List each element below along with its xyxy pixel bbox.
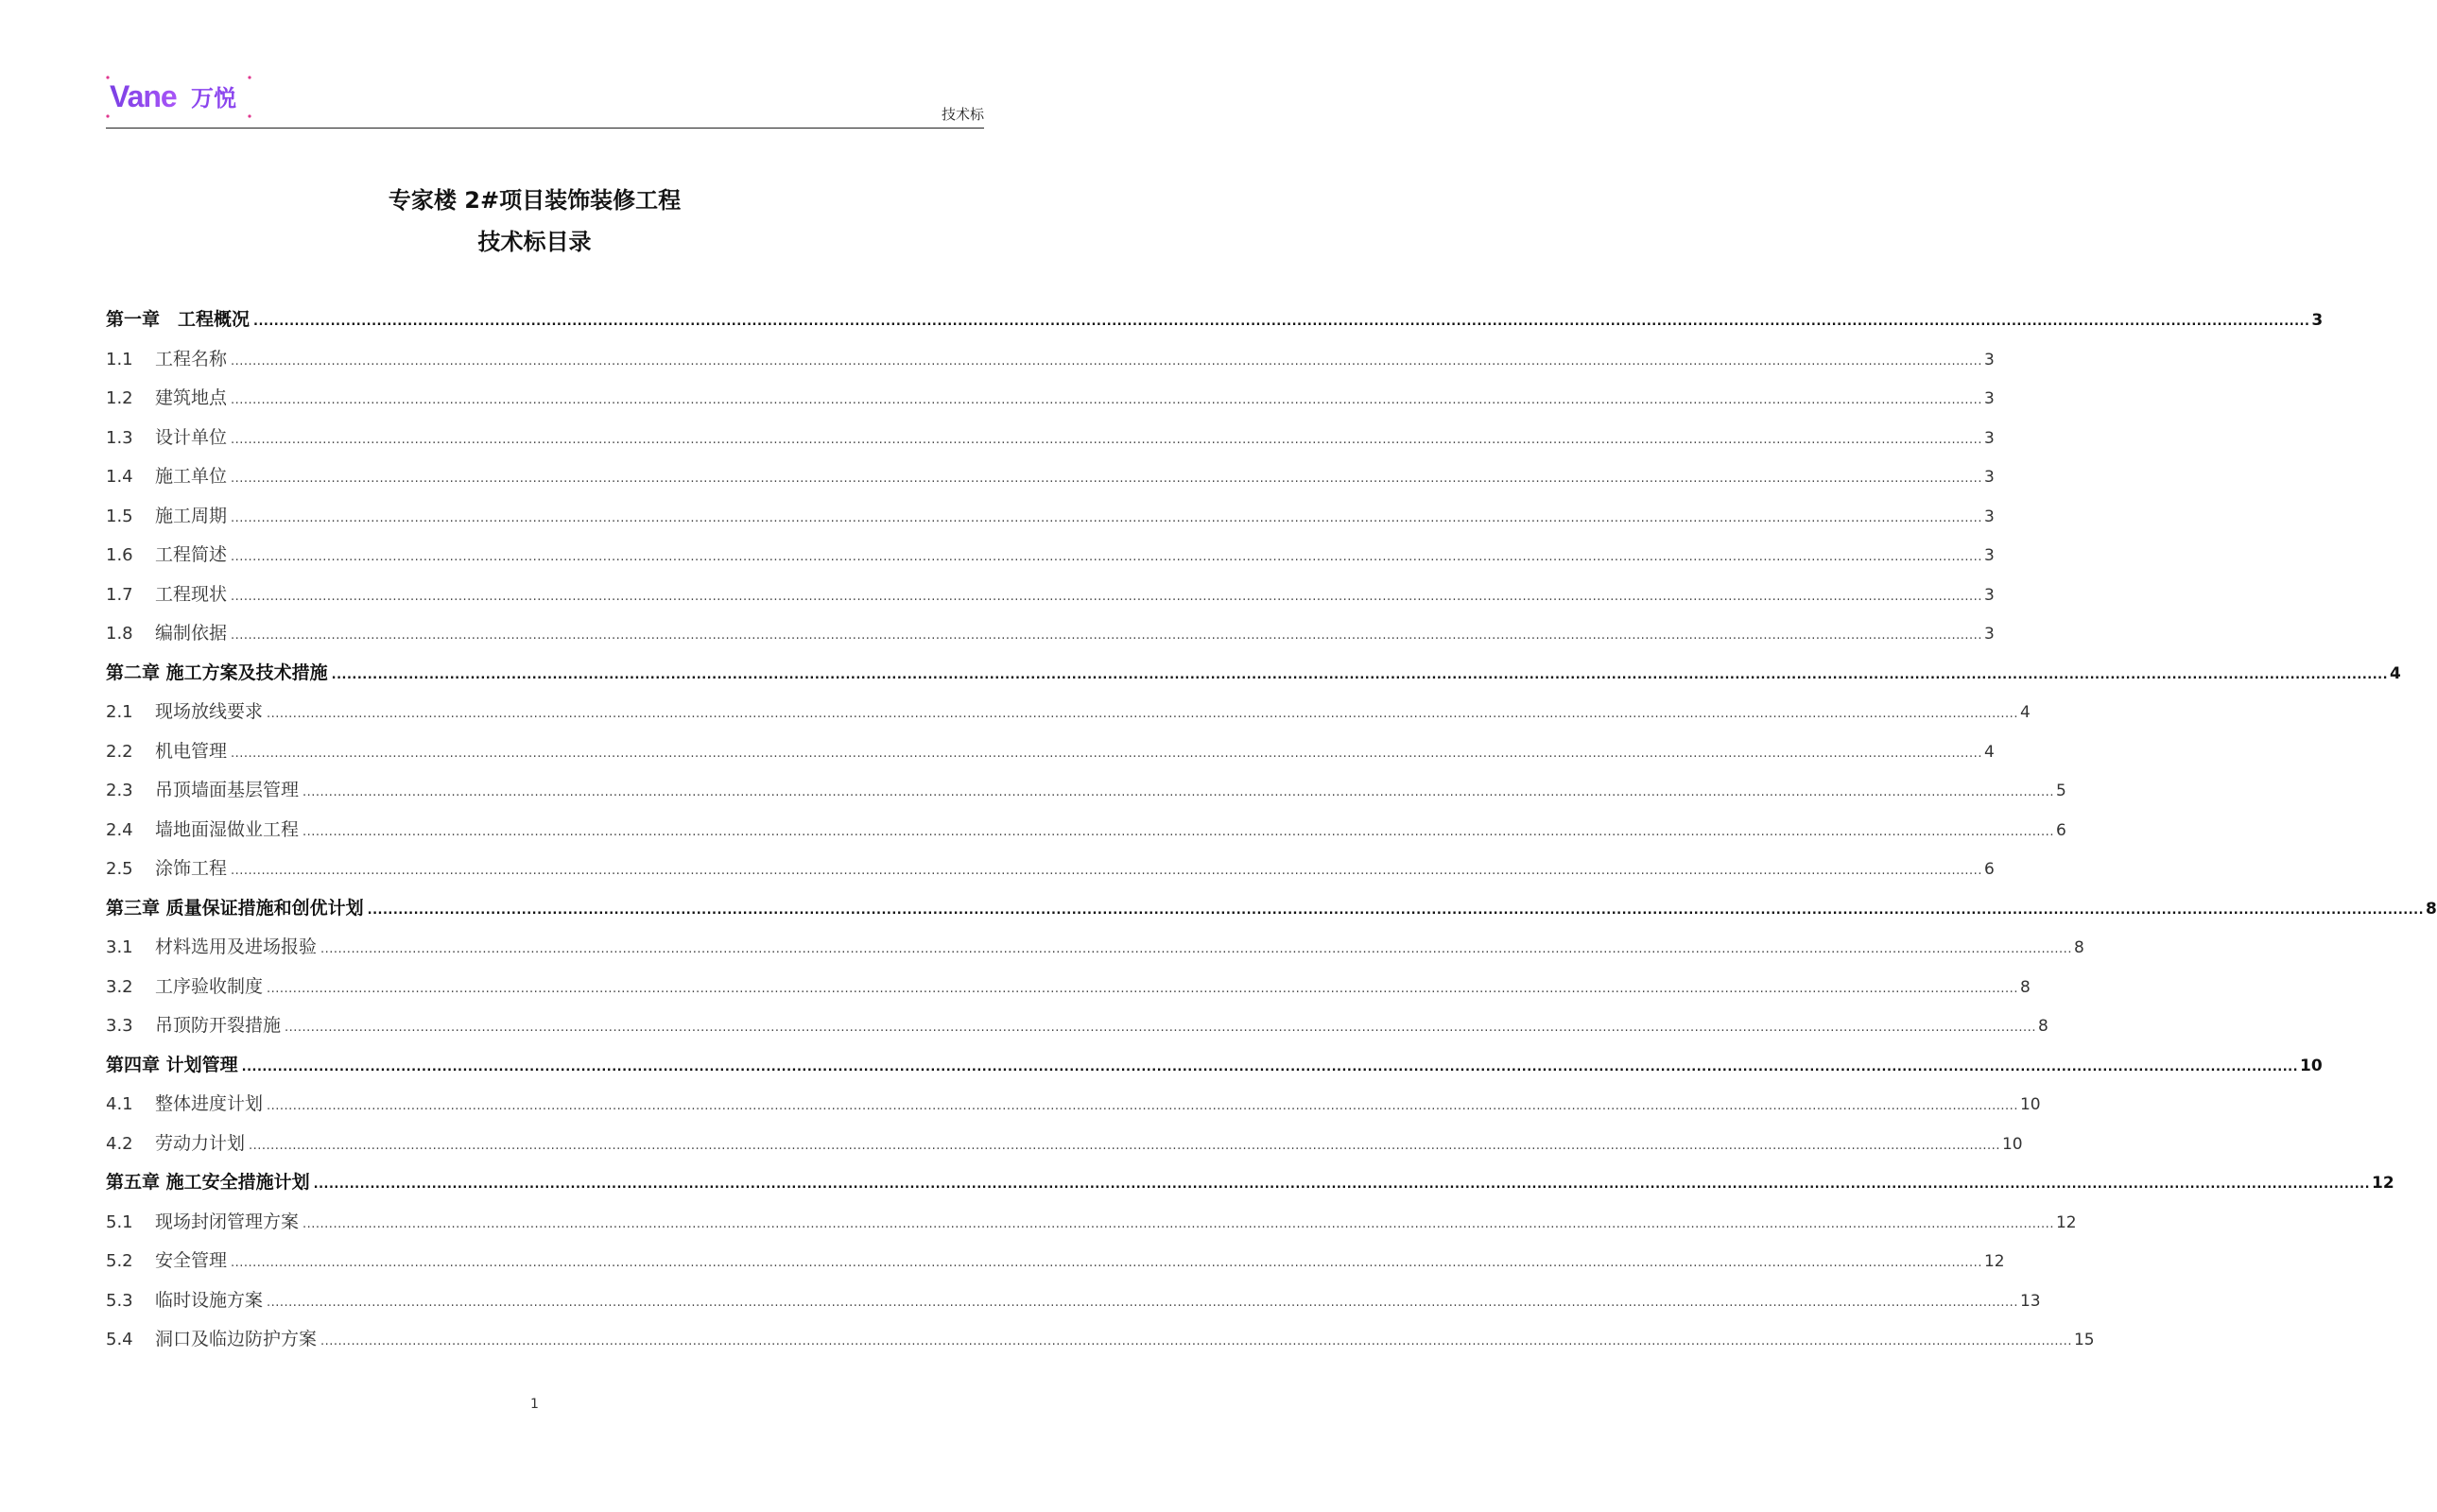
toc-dot-leader: ................................................................................................................................................................................................................................................................................................................................................................................................................ [320, 942, 2072, 956]
toc-dot-leader: ................................................................................................................................................................................................................................................................................................................................................................................................................ [267, 981, 2018, 996]
toc-dot-leader: ................................................................................................................................................................................................................................................................................................................................................................................................................ [231, 746, 1982, 761]
toc-entry-page: 3 [1983, 428, 1995, 448]
table-of-contents [106, 301, 2437, 1360]
toc-dot-leader: ................................................................................................................................................................................................................................................................................................................................................................................................................ [302, 824, 2054, 839]
toc-section-entry[interactable] [106, 928, 2084, 968]
toc-entry-label: 施工单位 [155, 466, 228, 487]
toc-dot-leader: ................................................................................................................................................................................................................................................................................................................................................................................................................ [253, 315, 2310, 329]
toc-entry-label: 工程简述 [155, 544, 228, 565]
toc-section-entry[interactable] [106, 811, 2066, 850]
toc-entry-label: 第四章 计划管理 [106, 1054, 238, 1075]
toc-entry-number: 2.5 [106, 859, 133, 879]
toc-entry-label: 现场放线要求 [155, 701, 264, 722]
toc-section-entry[interactable] [106, 340, 1995, 380]
toc-dot-leader: ................................................................................................................................................................................................................................................................................................................................................................................................................ [302, 785, 2054, 799]
toc-dot-leader: ................................................................................................................................................................................................................................................................................................................................................................................................................ [231, 864, 1982, 878]
toc-dot-leader: ................................................................................................................................................................................................................................................................................................................................................................................................................ [231, 353, 1982, 369]
toc-entry-label: 设计单位 [155, 426, 228, 448]
toc-entry-label: 临时设施方案 [155, 1289, 264, 1311]
toc-entry-number: 5.1 [106, 1211, 133, 1232]
toc-dot-leader: ................................................................................................................................................................................................................................................................................................................................................................................................................ [367, 902, 2425, 918]
toc-entry-label: 整体进度计划 [155, 1093, 264, 1114]
toc-section-entry[interactable] [106, 968, 2031, 1007]
toc-entry-label: 工序验收制度 [155, 975, 264, 997]
toc-entry-label: 安全管理 [155, 1250, 228, 1271]
toc-section-entry[interactable] [106, 1281, 2041, 1321]
toc-dot-leader: ................................................................................................................................................................................................................................................................................................................................................................................................................ [231, 432, 1982, 447]
toc-entry-page: 4 [1983, 742, 1995, 762]
toc-section-entry[interactable] [106, 419, 1995, 458]
toc-chapter-entry[interactable] [106, 889, 2437, 929]
toc-dot-leader: ................................................................................................................................................................................................................................................................................................................................................................................................................ [313, 1177, 2371, 1192]
document-title: 专家楼 2#项目装饰装修工程 [388, 187, 682, 214]
toc-entry-page: 5 [2055, 782, 2066, 800]
toc-entry-number: 4.1 [106, 1094, 133, 1114]
toc-entry-number: 2.3 [106, 781, 133, 800]
toc-entry-page: 8 [2426, 899, 2437, 919]
toc-section-entry[interactable] [106, 1085, 2041, 1125]
toc-section-entry[interactable] [106, 850, 1995, 889]
toc-chapter-entry[interactable] [106, 654, 2401, 694]
toc-section-entry[interactable] [106, 536, 1995, 576]
toc-entry-page: 8 [2037, 1017, 2048, 1036]
toc-dot-leader: ................................................................................................................................................................................................................................................................................................................................................................................................................ [267, 1295, 2018, 1310]
toc-entry-number: 1.6 [106, 545, 133, 565]
toc-dot-leader: ................................................................................................................................................................................................................................................................................................................................................................................................................ [249, 1138, 2000, 1153]
toc-entry-label: 吊顶墙面基层管理 [155, 780, 300, 800]
toc-section-entry[interactable] [106, 1242, 2005, 1281]
toc-dot-leader: ................................................................................................................................................................................................................................................................................................................................................................................................................ [231, 1256, 1982, 1270]
page-number: 1 [530, 1397, 539, 1412]
toc-entry-number: 1.5 [106, 506, 133, 526]
toc-entry-number: 2.2 [106, 741, 133, 762]
toc-entry-number: 5.2 [106, 1251, 133, 1271]
toc-entry-page: 4 [2390, 663, 2401, 683]
toc-chapter-entry[interactable] [106, 301, 2324, 340]
toc-dot-leader: ................................................................................................................................................................................................................................................................................................................................................................................................................ [231, 472, 1982, 486]
document-subtitle: 技术标目录 [477, 229, 592, 255]
toc-entry-number: 4.2 [106, 1133, 133, 1154]
toc-entry-page: 13 [2019, 1291, 2041, 1311]
toc-entry-number: 1.2 [106, 388, 133, 408]
toc-section-entry[interactable] [106, 1203, 2077, 1243]
toc-chapter-entry[interactable] [106, 1163, 2394, 1203]
toc-entry-page: 12 [2055, 1212, 2077, 1232]
toc-section-entry[interactable] [106, 614, 1995, 654]
vane-logo [106, 74, 257, 121]
toc-section-entry[interactable] [106, 457, 1995, 497]
toc-entry-number: 1.1 [106, 349, 133, 369]
toc-entry-page: 3 [2311, 311, 2324, 330]
toc-entry-label: 劳动力计划 [155, 1132, 246, 1154]
toc-section-entry[interactable] [106, 576, 1995, 615]
header-tag: 技术标 [941, 106, 984, 123]
header-divider [106, 128, 984, 129]
toc-dot-leader: ................................................................................................................................................................................................................................................................................................................................................................................................................ [267, 1099, 2018, 1113]
svg-text:Vane: Vane [110, 79, 177, 113]
toc-entry-label: 建筑地点 [155, 387, 228, 408]
toc-entry-page: 3 [1983, 507, 1995, 526]
toc-entry-label: 现场封闭管理方案 [155, 1211, 300, 1232]
toc-entry-label: 第二章 施工方案及技术措施 [106, 662, 328, 683]
toc-entry-page: 8 [2019, 977, 2031, 997]
toc-entry-number: 3.3 [106, 1016, 133, 1036]
toc-section-entry[interactable] [106, 1125, 2023, 1164]
toc-entry-page: 10 [2300, 1056, 2323, 1075]
toc-dot-leader: ................................................................................................................................................................................................................................................................................................................................................................................................................ [231, 550, 1982, 564]
toc-entry-number: 5.4 [106, 1330, 133, 1349]
toc-entry-label: 第一章 工程概况 [106, 309, 251, 330]
toc-entry-label: 编制依据 [155, 623, 228, 644]
toc-entry-page: 3 [1983, 625, 1995, 644]
toc-entry-number: 3.2 [106, 976, 133, 997]
toc-entry-number: 2.4 [106, 819, 133, 840]
toc-chapter-entry[interactable] [106, 1046, 2323, 1086]
toc-entry-page: 15 [2073, 1331, 2095, 1349]
toc-entry-number: 3.1 [106, 937, 133, 957]
toc-section-entry[interactable] [106, 771, 2066, 811]
toc-entry-label: 材料选用及进场报验 [155, 936, 318, 957]
toc-entry-label: 机电管理 [155, 740, 228, 762]
toc-dot-leader: ................................................................................................................................................................................................................................................................................................................................................................................................................ [331, 667, 2389, 682]
toc-entry-page: 3 [1983, 389, 1995, 408]
toc-entry-number: 1.8 [106, 624, 133, 644]
toc-dot-leader: ................................................................................................................................................................................................................................................................................................................................................................................................................ [285, 1021, 2036, 1035]
svg-text:万悦: 万悦 [191, 85, 236, 112]
toc-entry-label: 第五章 施工安全措施计划 [106, 1172, 310, 1193]
toc-entry-page: 6 [2055, 820, 2066, 840]
toc-section-entry[interactable] [106, 1320, 2095, 1360]
toc-entry-number: 1.4 [106, 467, 133, 487]
toc-entry-label: 墙地面湿做业工程 [155, 818, 300, 840]
toc-entry-label: 吊顶防开裂措施 [155, 1015, 282, 1036]
toc-entry-number: 2.1 [106, 702, 133, 722]
toc-entry-page: 10 [2001, 1134, 2023, 1154]
toc-entry-label: 涂饰工程 [155, 858, 228, 879]
toc-entry-label: 第三章 质量保证措施和创优计划 [106, 897, 364, 919]
toc-entry-label: 施工周期 [155, 505, 228, 526]
toc-entry-label: 工程现状 [155, 583, 228, 605]
toc-entry-label: 工程名称 [155, 348, 228, 369]
toc-entry-page: 6 [1983, 860, 1995, 879]
toc-dot-leader: ................................................................................................................................................................................................................................................................................................................................................................................................................ [267, 707, 2018, 721]
toc-entry-page: 12 [1983, 1252, 2005, 1271]
toc-entry-page: 3 [1983, 350, 1995, 369]
toc-entry-label: 洞口及临边防护方案 [155, 1329, 318, 1349]
toc-section-entry[interactable] [106, 497, 1995, 537]
toc-entry-page: 8 [2073, 938, 2084, 957]
toc-section-entry[interactable] [106, 693, 2031, 732]
toc-entry-number: 1.7 [106, 584, 133, 605]
toc-dot-leader: ................................................................................................................................................................................................................................................................................................................................................................................................................ [302, 1216, 2054, 1231]
toc-dot-leader: ................................................................................................................................................................................................................................................................................................................................................................................................................ [320, 1334, 2072, 1349]
toc-entry-page: 12 [2372, 1174, 2394, 1193]
toc-entry-page: 10 [2019, 1095, 2041, 1114]
toc-section-entry[interactable] [106, 379, 1995, 419]
toc-entry-page: 3 [1983, 468, 1995, 487]
toc-entry-page: 3 [1983, 585, 1995, 605]
page-header [106, 74, 984, 129]
toc-dot-leader: ................................................................................................................................................................................................................................................................................................................................................................................................................ [231, 589, 1982, 604]
toc-section-entry[interactable] [106, 1006, 2048, 1046]
toc-entry-page: 3 [1983, 546, 1995, 565]
toc-entry-page: 4 [2019, 703, 2031, 722]
toc-dot-leader: ................................................................................................................................................................................................................................................................................................................................................................................................................ [231, 510, 1982, 525]
toc-section-entry[interactable] [106, 732, 1995, 772]
toc-dot-leader: ................................................................................................................................................................................................................................................................................................................................................................................................................ [241, 1059, 2299, 1074]
toc-entry-number: 1.3 [106, 427, 133, 448]
toc-dot-leader: ................................................................................................................................................................................................................................................................................................................................................................................................................ [231, 393, 1982, 407]
toc-entry-number: 5.3 [106, 1290, 133, 1311]
toc-dot-leader: ................................................................................................................................................................................................................................................................................................................................................................................................................ [231, 628, 1982, 643]
